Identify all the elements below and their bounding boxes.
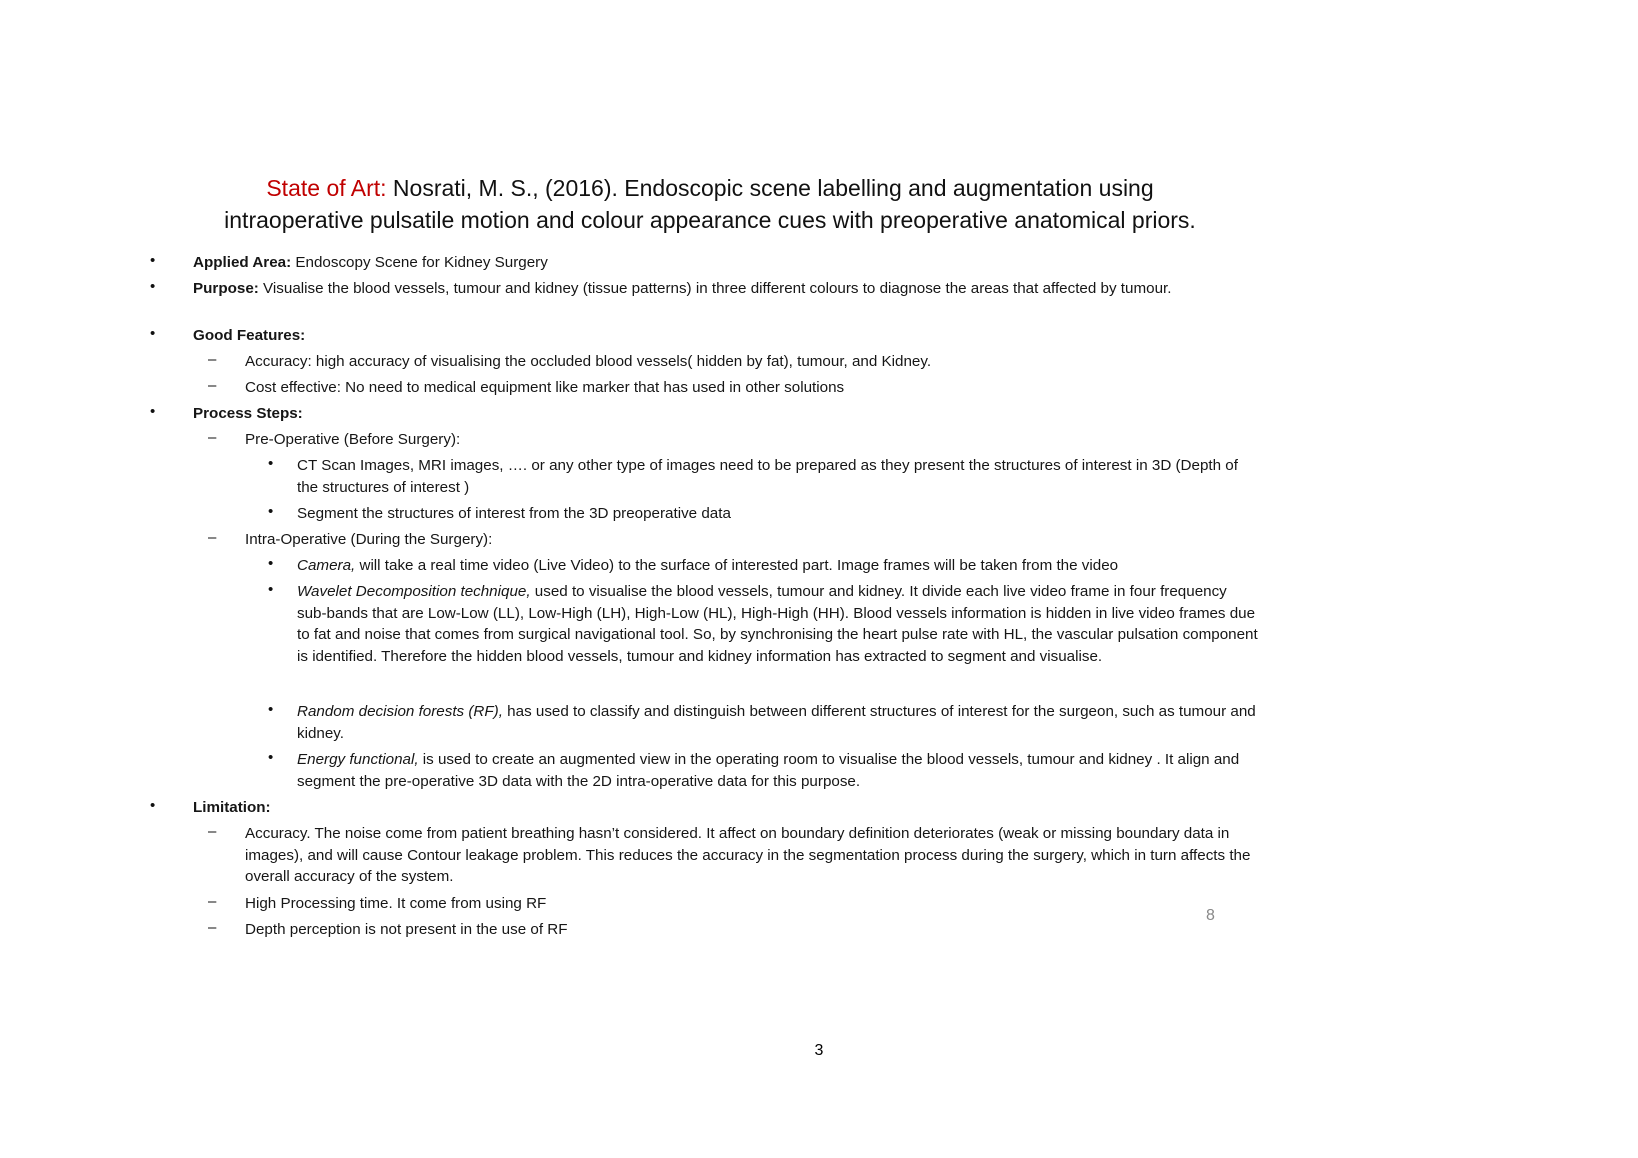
bullet-marker: • — [268, 555, 274, 572]
pre-op-label: Pre-Operative (Before Surgery): — [245, 431, 461, 448]
intra-op-item-wavelet — [297, 581, 1259, 667]
purpose-label: Purpose: — [193, 280, 259, 297]
intra-op-label: Intra-Operative (During the Surgery): — [245, 531, 493, 548]
dash-marker: – — [208, 351, 217, 368]
applied-area-text: Endoscopy Scene for Kidney Surgery — [291, 254, 548, 271]
intra-op-item-rf — [297, 701, 1259, 744]
purpose-text: Visualise the blood vessels, tumour and kidney (tissue patterns) in three different colours to diagnose the areas that affected by tumour. — [258, 280, 1172, 297]
good-features-label: Good Features: — [193, 327, 306, 344]
good-feature-item: Accuracy: high accuracy of visualising the occluded blood vessels( hidden by fat), tumour, and Kidney. — [245, 353, 932, 370]
intra-op-item-text: will take a real time video (Live Video) to the surface of interested part. Image frames will be taken from the video — [355, 557, 1119, 574]
intra-op-item-text: used to visualise the blood vessels, tumour and kidney. It divide each live video frame in four frequency sub-bands that are Low-Low (LL), Low-High (LH), High-Low (HL), High-High (HH). Blood vessels information is hidden in live video frames due to fat and noise that comes from surgical navigational tool. So, by synchronising the heart pulse rate with HL, the vascular pulsation component is identified. Therefore the hidden blood vessels, tumour and kidney information has extracted to segment and visualise. — [297, 583, 1258, 665]
page-number: 3 — [814, 1042, 824, 1059]
bullet-marker: • — [268, 455, 274, 472]
slide-title — [170, 172, 1250, 236]
intra-op-item-camera — [297, 555, 1259, 577]
limitation-label: Limitation: — [193, 799, 271, 816]
bullet-marker: • — [150, 403, 156, 420]
bullet-marker: • — [268, 503, 274, 520]
bullet-marker: • — [150, 252, 156, 269]
slide-number: 8 — [1206, 907, 1215, 924]
pre-op-item: Segment the structures of interest from the 3D preoperative data — [297, 505, 731, 522]
dash-marker: – — [208, 529, 217, 546]
pre-op-item: CT Scan Images, MRI images, …. or any other type of images need to be prepared as they present the structures of interest in 3D (Depth of the structures of interest ) — [297, 457, 1238, 496]
intra-op-item-energy — [297, 749, 1259, 792]
bullet-marker: • — [268, 581, 274, 598]
process-steps-label: Process Steps: — [193, 405, 303, 422]
dash-marker: – — [208, 919, 217, 936]
limitation-item: High Processing time. It come from using RF — [245, 895, 547, 912]
good-feature-item: Cost effective: No need to medical equipment like marker that has used in other solutions — [245, 379, 845, 396]
limitation-item: Accuracy. The noise come from patient breathing hasn’t considered. It affect on boundary definition deteriorates (weak or missing boundary data in images), and will cause Contour leakage problem. This reduces the accuracy in the segmentation process during the surgery, which in turn affects the overall accuracy of the system. — [245, 825, 1251, 885]
dash-marker: – — [208, 377, 217, 394]
bullet-marker: • — [268, 749, 274, 766]
title-accent: State of Art: — [266, 175, 387, 201]
title-line-1 — [170, 172, 1250, 204]
purpose-item — [193, 278, 1253, 300]
intra-op-item-text: is used to create an augmented view in the operating room to visualise the blood vessels, tumour and kidney . It align and segment the pre-operative 3D data with the 2D intra-operative data for this purpose. — [297, 751, 1240, 790]
intra-op-item-lead: Random decision forests (RF), — [297, 703, 503, 720]
applied-area-label: Applied Area: — [193, 254, 292, 271]
dash-marker: – — [208, 823, 217, 840]
limitation-item: Depth perception is not present in the use of RF — [245, 921, 568, 938]
intra-op-item-lead: Camera, — [297, 557, 356, 574]
title-line-2: intraoperative pulsatile motion and colour appearance cues with preoperative anatomical priors. — [224, 207, 1196, 233]
bullet-marker: • — [150, 797, 156, 814]
bullet-marker: • — [150, 325, 156, 342]
title-line-1-text: Nosrati, M. S., (2016). Endoscopic scene labelling and augmentation using — [386, 175, 1154, 201]
dash-marker: – — [208, 893, 217, 910]
dash-marker: – — [208, 429, 217, 446]
intra-op-item-text: has used to classify and distinguish between different structures of interest for the surgeon, such as tumour and kidney. — [297, 703, 1256, 742]
intra-op-item-lead: Wavelet Decomposition technique, — [297, 583, 531, 600]
intra-op-item-lead: Energy functional, — [297, 751, 419, 768]
bullet-marker: • — [150, 278, 156, 295]
bullet-marker: • — [268, 701, 274, 718]
applied-area-item — [193, 252, 1253, 274]
